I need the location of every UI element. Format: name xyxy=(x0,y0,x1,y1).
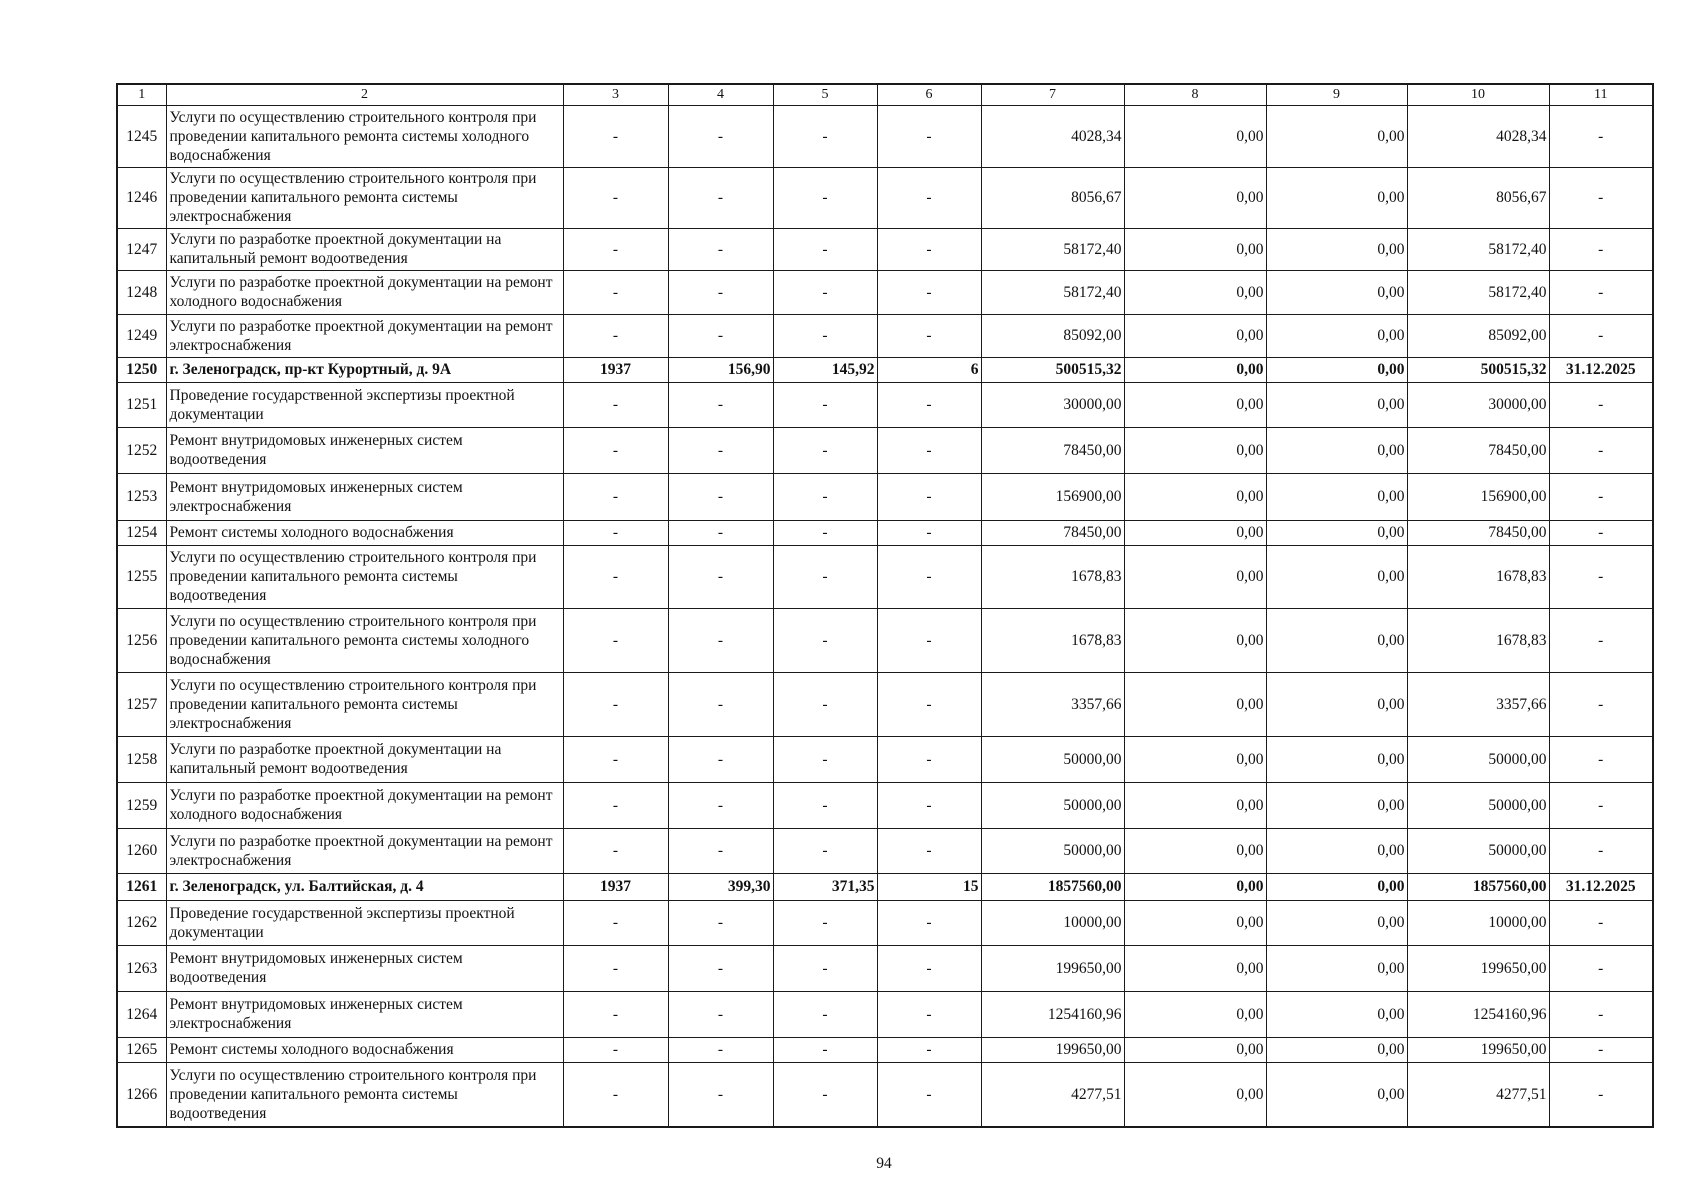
cell-value-10: 199650,00 xyxy=(1407,945,1549,991)
cell-value-4: - xyxy=(668,270,773,314)
table-row xyxy=(117,473,1653,520)
cell-description: Услуги по осуществлению строительного контроля при проведении капитального ремонта системы электроснабжения xyxy=(166,167,563,228)
cell-row-number: 1266 xyxy=(117,1062,166,1127)
cell-value-4: - xyxy=(668,228,773,270)
cell-value-5: - xyxy=(773,270,877,314)
cell-value-8: 0,00 xyxy=(1124,473,1266,520)
cell-value-11: - xyxy=(1549,608,1653,672)
cell-value-5: - xyxy=(773,105,877,167)
cell-value-8: 0,00 xyxy=(1124,900,1266,945)
cell-value-4: 399,30 xyxy=(668,873,773,900)
table-row xyxy=(117,672,1653,736)
cell-value-10: 156900,00 xyxy=(1407,473,1549,520)
table-row xyxy=(117,608,1653,672)
cell-description: Услуги по разработке проектной документации на капитальный ремонт водоотведения xyxy=(166,228,563,270)
cell-value-5: - xyxy=(773,382,877,427)
cell-value-8: 0,00 xyxy=(1124,167,1266,228)
cell-value-10: 199650,00 xyxy=(1407,1037,1549,1062)
cell-value-6: - xyxy=(877,736,981,782)
cell-value-8: 0,00 xyxy=(1124,873,1266,900)
cell-description: Ремонт внутридомовых инженерных систем электроснабжения xyxy=(166,473,563,520)
cell-value-10: 78450,00 xyxy=(1407,520,1549,545)
cell-value-7: 58172,40 xyxy=(981,270,1124,314)
cell-value-6: - xyxy=(877,672,981,736)
cell-value-5: - xyxy=(773,427,877,473)
cell-value-5: - xyxy=(773,672,877,736)
cell-value-8: 0,00 xyxy=(1124,545,1266,608)
cell-value-11: - xyxy=(1549,782,1653,828)
column-number: 7 xyxy=(981,84,1124,105)
cell-value-7: 78450,00 xyxy=(981,427,1124,473)
cell-value-4: - xyxy=(668,608,773,672)
cell-value-3: - xyxy=(563,473,668,520)
cell-value-9: 0,00 xyxy=(1266,520,1407,545)
cell-value-7: 50000,00 xyxy=(981,828,1124,873)
cell-value-7: 4277,51 xyxy=(981,1062,1124,1127)
cell-value-11: - xyxy=(1549,105,1653,167)
cell-value-9: 0,00 xyxy=(1266,1062,1407,1127)
column-number: 5 xyxy=(773,84,877,105)
cell-value-11: - xyxy=(1549,427,1653,473)
cell-value-9: 0,00 xyxy=(1266,427,1407,473)
cell-value-8: 0,00 xyxy=(1124,357,1266,382)
cell-value-9: 0,00 xyxy=(1266,314,1407,357)
cell-value-3: - xyxy=(563,672,668,736)
table-row xyxy=(117,105,1653,167)
cell-value-9: 0,00 xyxy=(1266,672,1407,736)
cell-value-4: - xyxy=(668,828,773,873)
cell-value-7: 4028,34 xyxy=(981,105,1124,167)
cell-value-10: 58172,40 xyxy=(1407,228,1549,270)
cell-value-4: - xyxy=(668,314,773,357)
cell-value-3: - xyxy=(563,105,668,167)
cell-value-7: 500515,32 xyxy=(981,357,1124,382)
table-row xyxy=(117,314,1653,357)
cell-value-5: - xyxy=(773,314,877,357)
cell-value-3: - xyxy=(563,520,668,545)
cell-value-8: 0,00 xyxy=(1124,1037,1266,1062)
table-row xyxy=(117,736,1653,782)
cell-description: Услуги по осуществлению строительного контроля при проведении капитального ремонта системы холодного водоснабжения xyxy=(166,105,563,167)
cell-value-6: - xyxy=(877,105,981,167)
cell-value-10: 78450,00 xyxy=(1407,427,1549,473)
cell-value-11: - xyxy=(1549,545,1653,608)
cell-value-6: - xyxy=(877,314,981,357)
table-body xyxy=(117,105,1653,1127)
column-number: 11 xyxy=(1549,84,1653,105)
cell-value-11: - xyxy=(1549,991,1653,1037)
cell-value-3: - xyxy=(563,782,668,828)
cell-value-4: - xyxy=(668,167,773,228)
cell-value-8: 0,00 xyxy=(1124,105,1266,167)
cell-row-number: 1255 xyxy=(117,545,166,608)
cell-value-4: - xyxy=(668,945,773,991)
cell-value-10: 30000,00 xyxy=(1407,382,1549,427)
cell-row-number: 1257 xyxy=(117,672,166,736)
cell-value-10: 50000,00 xyxy=(1407,828,1549,873)
cell-value-3: - xyxy=(563,736,668,782)
cell-value-5: - xyxy=(773,608,877,672)
cell-value-6: - xyxy=(877,382,981,427)
cell-value-9: 0,00 xyxy=(1266,945,1407,991)
cell-value-9: 0,00 xyxy=(1266,782,1407,828)
cell-value-6: - xyxy=(877,991,981,1037)
cell-value-10: 50000,00 xyxy=(1407,736,1549,782)
cell-value-5: - xyxy=(773,1037,877,1062)
cell-description: Ремонт внутридомовых инженерных систем водоотведения xyxy=(166,427,563,473)
cell-value-3: - xyxy=(563,545,668,608)
cell-value-7: 78450,00 xyxy=(981,520,1124,545)
cell-value-6: - xyxy=(877,782,981,828)
cell-value-7: 10000,00 xyxy=(981,900,1124,945)
cell-value-10: 85092,00 xyxy=(1407,314,1549,357)
cell-value-10: 3357,66 xyxy=(1407,672,1549,736)
cell-value-8: 0,00 xyxy=(1124,314,1266,357)
cell-value-5: - xyxy=(773,736,877,782)
cell-value-7: 30000,00 xyxy=(981,382,1124,427)
cell-value-3: - xyxy=(563,945,668,991)
cell-value-4: - xyxy=(668,427,773,473)
cell-value-8: 0,00 xyxy=(1124,782,1266,828)
data-table xyxy=(116,83,1654,1128)
cell-value-3: - xyxy=(563,608,668,672)
table-row xyxy=(117,270,1653,314)
cell-value-11: 31.12.2025 xyxy=(1549,357,1653,382)
cell-description: Услуги по осуществлению строительного контроля при проведении капитального ремонта системы электроснабжения xyxy=(166,672,563,736)
cell-value-5: - xyxy=(773,228,877,270)
cell-value-9: 0,00 xyxy=(1266,545,1407,608)
cell-value-6: - xyxy=(877,900,981,945)
cell-value-10: 500515,32 xyxy=(1407,357,1549,382)
cell-value-9: 0,00 xyxy=(1266,828,1407,873)
cell-description: Ремонт внутридомовых инженерных систем водоотведения xyxy=(166,945,563,991)
cell-value-7: 1678,83 xyxy=(981,608,1124,672)
cell-value-5: 371,35 xyxy=(773,873,877,900)
cell-value-10: 4277,51 xyxy=(1407,1062,1549,1127)
cell-value-6: - xyxy=(877,1062,981,1127)
cell-value-6: 15 xyxy=(877,873,981,900)
cell-value-10: 1254160,96 xyxy=(1407,991,1549,1037)
cell-description: Услуги по осуществлению строительного контроля при проведении капитального ремонта системы водоотведения xyxy=(166,545,563,608)
cell-value-11: - xyxy=(1549,945,1653,991)
cell-value-3: - xyxy=(563,1037,668,1062)
cell-value-5: - xyxy=(773,545,877,608)
cell-value-8: 0,00 xyxy=(1124,270,1266,314)
cell-row-number: 1254 xyxy=(117,520,166,545)
cell-value-11: 31.12.2025 xyxy=(1549,873,1653,900)
cell-value-11: - xyxy=(1549,736,1653,782)
cell-value-3: - xyxy=(563,427,668,473)
column-number: 4 xyxy=(668,84,773,105)
cell-value-6: - xyxy=(877,545,981,608)
cell-value-7: 1857560,00 xyxy=(981,873,1124,900)
table-row xyxy=(117,1037,1653,1062)
cell-value-8: 0,00 xyxy=(1124,991,1266,1037)
cell-value-9: 0,00 xyxy=(1266,1037,1407,1062)
cell-value-10: 1857560,00 xyxy=(1407,873,1549,900)
cell-value-8: 0,00 xyxy=(1124,1062,1266,1127)
cell-description: Проведение государственной экспертизы проектной документации xyxy=(166,900,563,945)
cell-value-6: - xyxy=(877,473,981,520)
cell-value-9: 0,00 xyxy=(1266,473,1407,520)
cell-value-9: 0,00 xyxy=(1266,991,1407,1037)
cell-description: Услуги по разработке проектной документации на ремонт электроснабжения xyxy=(166,314,563,357)
cell-row-number: 1264 xyxy=(117,991,166,1037)
cell-value-7: 1254160,96 xyxy=(981,991,1124,1037)
cell-value-4: - xyxy=(668,105,773,167)
cell-row-number: 1260 xyxy=(117,828,166,873)
column-number: 1 xyxy=(117,84,166,105)
column-number-row xyxy=(117,84,1653,105)
cell-value-4: - xyxy=(668,1037,773,1062)
table-row xyxy=(117,382,1653,427)
column-number: 3 xyxy=(563,84,668,105)
cell-value-3: - xyxy=(563,828,668,873)
cell-value-6: 6 xyxy=(877,357,981,382)
cell-value-11: - xyxy=(1549,520,1653,545)
column-number: 8 xyxy=(1124,84,1266,105)
cell-value-4: - xyxy=(668,545,773,608)
cell-value-7: 8056,67 xyxy=(981,167,1124,228)
cell-value-7: 156900,00 xyxy=(981,473,1124,520)
cell-value-8: 0,00 xyxy=(1124,672,1266,736)
cell-description: Ремонт внутридомовых инженерных систем электроснабжения xyxy=(166,991,563,1037)
column-number: 6 xyxy=(877,84,981,105)
cell-value-9: 0,00 xyxy=(1266,608,1407,672)
cell-description: Проведение государственной экспертизы проектной документации xyxy=(166,382,563,427)
cell-value-10: 1678,83 xyxy=(1407,545,1549,608)
cell-description: Услуги по разработке проектной документации на ремонт холодного водоснабжения xyxy=(166,270,563,314)
cell-value-5: - xyxy=(773,473,877,520)
cell-value-9: 0,00 xyxy=(1266,270,1407,314)
cell-row-number: 1248 xyxy=(117,270,166,314)
cell-value-4: - xyxy=(668,900,773,945)
page-number: 94 xyxy=(876,1155,892,1172)
cell-description: г. Зеленоградск, пр-кт Курортный, д. 9А xyxy=(166,357,563,382)
cell-value-7: 85092,00 xyxy=(981,314,1124,357)
cell-value-10: 8056,67 xyxy=(1407,167,1549,228)
table-row xyxy=(117,945,1653,991)
cell-value-3: - xyxy=(563,1062,668,1127)
cell-value-3: 1937 xyxy=(563,873,668,900)
cell-value-5: - xyxy=(773,1062,877,1127)
cell-value-7: 50000,00 xyxy=(981,782,1124,828)
cell-value-7: 199650,00 xyxy=(981,1037,1124,1062)
cell-row-number: 1258 xyxy=(117,736,166,782)
table-row xyxy=(117,900,1653,945)
table-row xyxy=(117,228,1653,270)
cell-value-4: - xyxy=(668,782,773,828)
table-row xyxy=(117,782,1653,828)
cell-value-9: 0,00 xyxy=(1266,228,1407,270)
cell-value-6: - xyxy=(877,270,981,314)
cell-value-10: 58172,40 xyxy=(1407,270,1549,314)
cell-row-number: 1252 xyxy=(117,427,166,473)
cell-description: Услуги по осуществлению строительного контроля при проведении капитального ремонта системы холодного водоснабжения xyxy=(166,608,563,672)
cell-value-6: - xyxy=(877,520,981,545)
cell-row-number: 1245 xyxy=(117,105,166,167)
cell-row-number: 1263 xyxy=(117,945,166,991)
cell-value-8: 0,00 xyxy=(1124,228,1266,270)
cell-value-11: - xyxy=(1549,828,1653,873)
cell-value-5: 145,92 xyxy=(773,357,877,382)
cell-value-9: 0,00 xyxy=(1266,873,1407,900)
table-row-address xyxy=(117,873,1653,900)
cell-row-number: 1250 xyxy=(117,357,166,382)
cell-value-8: 0,00 xyxy=(1124,382,1266,427)
cell-value-4: - xyxy=(668,736,773,782)
table-row xyxy=(117,991,1653,1037)
cell-value-9: 0,00 xyxy=(1266,900,1407,945)
cell-value-11: - xyxy=(1549,900,1653,945)
cell-value-7: 50000,00 xyxy=(981,736,1124,782)
cell-value-4: - xyxy=(668,382,773,427)
cell-value-6: - xyxy=(877,228,981,270)
cell-value-3: - xyxy=(563,382,668,427)
cell-value-3: - xyxy=(563,314,668,357)
cell-row-number: 1265 xyxy=(117,1037,166,1062)
cell-row-number: 1262 xyxy=(117,900,166,945)
cell-value-10: 4028,34 xyxy=(1407,105,1549,167)
cell-value-10: 10000,00 xyxy=(1407,900,1549,945)
cell-description: Услуги по разработке проектной документации на ремонт электроснабжения xyxy=(166,828,563,873)
cell-value-3: - xyxy=(563,270,668,314)
cell-value-11: - xyxy=(1549,270,1653,314)
cell-value-3: - xyxy=(563,991,668,1037)
cell-description: Ремонт системы холодного водоснабжения xyxy=(166,520,563,545)
cell-value-3: - xyxy=(563,228,668,270)
table-row xyxy=(117,545,1653,608)
cell-value-6: - xyxy=(877,167,981,228)
cell-value-6: - xyxy=(877,828,981,873)
cell-value-5: - xyxy=(773,167,877,228)
cell-description: Услуги по разработке проектной документации на капитальный ремонт водоотведения xyxy=(166,736,563,782)
cell-value-6: - xyxy=(877,945,981,991)
cell-value-3: - xyxy=(563,900,668,945)
cell-description: Услуги по разработке проектной документации на ремонт холодного водоснабжения xyxy=(166,782,563,828)
cell-value-5: - xyxy=(773,991,877,1037)
cell-row-number: 1246 xyxy=(117,167,166,228)
cell-value-9: 0,00 xyxy=(1266,736,1407,782)
cell-value-11: - xyxy=(1549,314,1653,357)
cell-value-5: - xyxy=(773,900,877,945)
cell-value-7: 58172,40 xyxy=(981,228,1124,270)
column-number: 9 xyxy=(1266,84,1407,105)
table-row-address xyxy=(117,357,1653,382)
cell-value-8: 0,00 xyxy=(1124,520,1266,545)
cell-value-4: 156,90 xyxy=(668,357,773,382)
cell-value-11: - xyxy=(1549,382,1653,427)
cell-row-number: 1249 xyxy=(117,314,166,357)
column-number: 10 xyxy=(1407,84,1549,105)
cell-value-5: - xyxy=(773,520,877,545)
table-row xyxy=(117,828,1653,873)
table-row xyxy=(117,1062,1653,1127)
cell-value-3: - xyxy=(563,167,668,228)
cell-row-number: 1251 xyxy=(117,382,166,427)
cell-value-9: 0,00 xyxy=(1266,167,1407,228)
cell-value-9: 0,00 xyxy=(1266,105,1407,167)
column-number: 2 xyxy=(166,84,563,105)
cell-value-8: 0,00 xyxy=(1124,427,1266,473)
cell-value-7: 199650,00 xyxy=(981,945,1124,991)
cell-value-6: - xyxy=(877,608,981,672)
cell-description: г. Зеленоградск, ул. Балтийская, д. 4 xyxy=(166,873,563,900)
cell-value-4: - xyxy=(668,1062,773,1127)
cell-value-5: - xyxy=(773,828,877,873)
cell-value-11: - xyxy=(1549,1062,1653,1127)
cell-value-5: - xyxy=(773,945,877,991)
cell-value-3: 1937 xyxy=(563,357,668,382)
cell-row-number: 1256 xyxy=(117,608,166,672)
cell-row-number: 1259 xyxy=(117,782,166,828)
cell-row-number: 1247 xyxy=(117,228,166,270)
cell-row-number: 1253 xyxy=(117,473,166,520)
cell-value-4: - xyxy=(668,991,773,1037)
cell-value-8: 0,00 xyxy=(1124,828,1266,873)
cell-value-9: 0,00 xyxy=(1266,382,1407,427)
cell-value-11: - xyxy=(1549,228,1653,270)
cell-value-5: - xyxy=(773,782,877,828)
cell-row-number: 1261 xyxy=(117,873,166,900)
cell-description: Ремонт системы холодного водоснабжения xyxy=(166,1037,563,1062)
cell-value-10: 50000,00 xyxy=(1407,782,1549,828)
cell-value-6: - xyxy=(877,1037,981,1062)
cell-value-11: - xyxy=(1549,473,1653,520)
table-row xyxy=(117,520,1653,545)
cell-value-11: - xyxy=(1549,672,1653,736)
cell-value-11: - xyxy=(1549,167,1653,228)
cell-value-6: - xyxy=(877,427,981,473)
cell-value-9: 0,00 xyxy=(1266,357,1407,382)
cell-description: Услуги по осуществлению строительного контроля при проведении капитального ремонта системы водоотведения xyxy=(166,1062,563,1127)
cell-value-10: 1678,83 xyxy=(1407,608,1549,672)
cell-value-7: 1678,83 xyxy=(981,545,1124,608)
cell-value-8: 0,00 xyxy=(1124,608,1266,672)
table-row xyxy=(117,427,1653,473)
cell-value-7: 3357,66 xyxy=(981,672,1124,736)
cell-value-4: - xyxy=(668,672,773,736)
cell-value-4: - xyxy=(668,473,773,520)
cell-value-8: 0,00 xyxy=(1124,945,1266,991)
cell-value-4: - xyxy=(668,520,773,545)
cell-value-11: - xyxy=(1549,1037,1653,1062)
cell-value-8: 0,00 xyxy=(1124,736,1266,782)
table-row xyxy=(117,167,1653,228)
